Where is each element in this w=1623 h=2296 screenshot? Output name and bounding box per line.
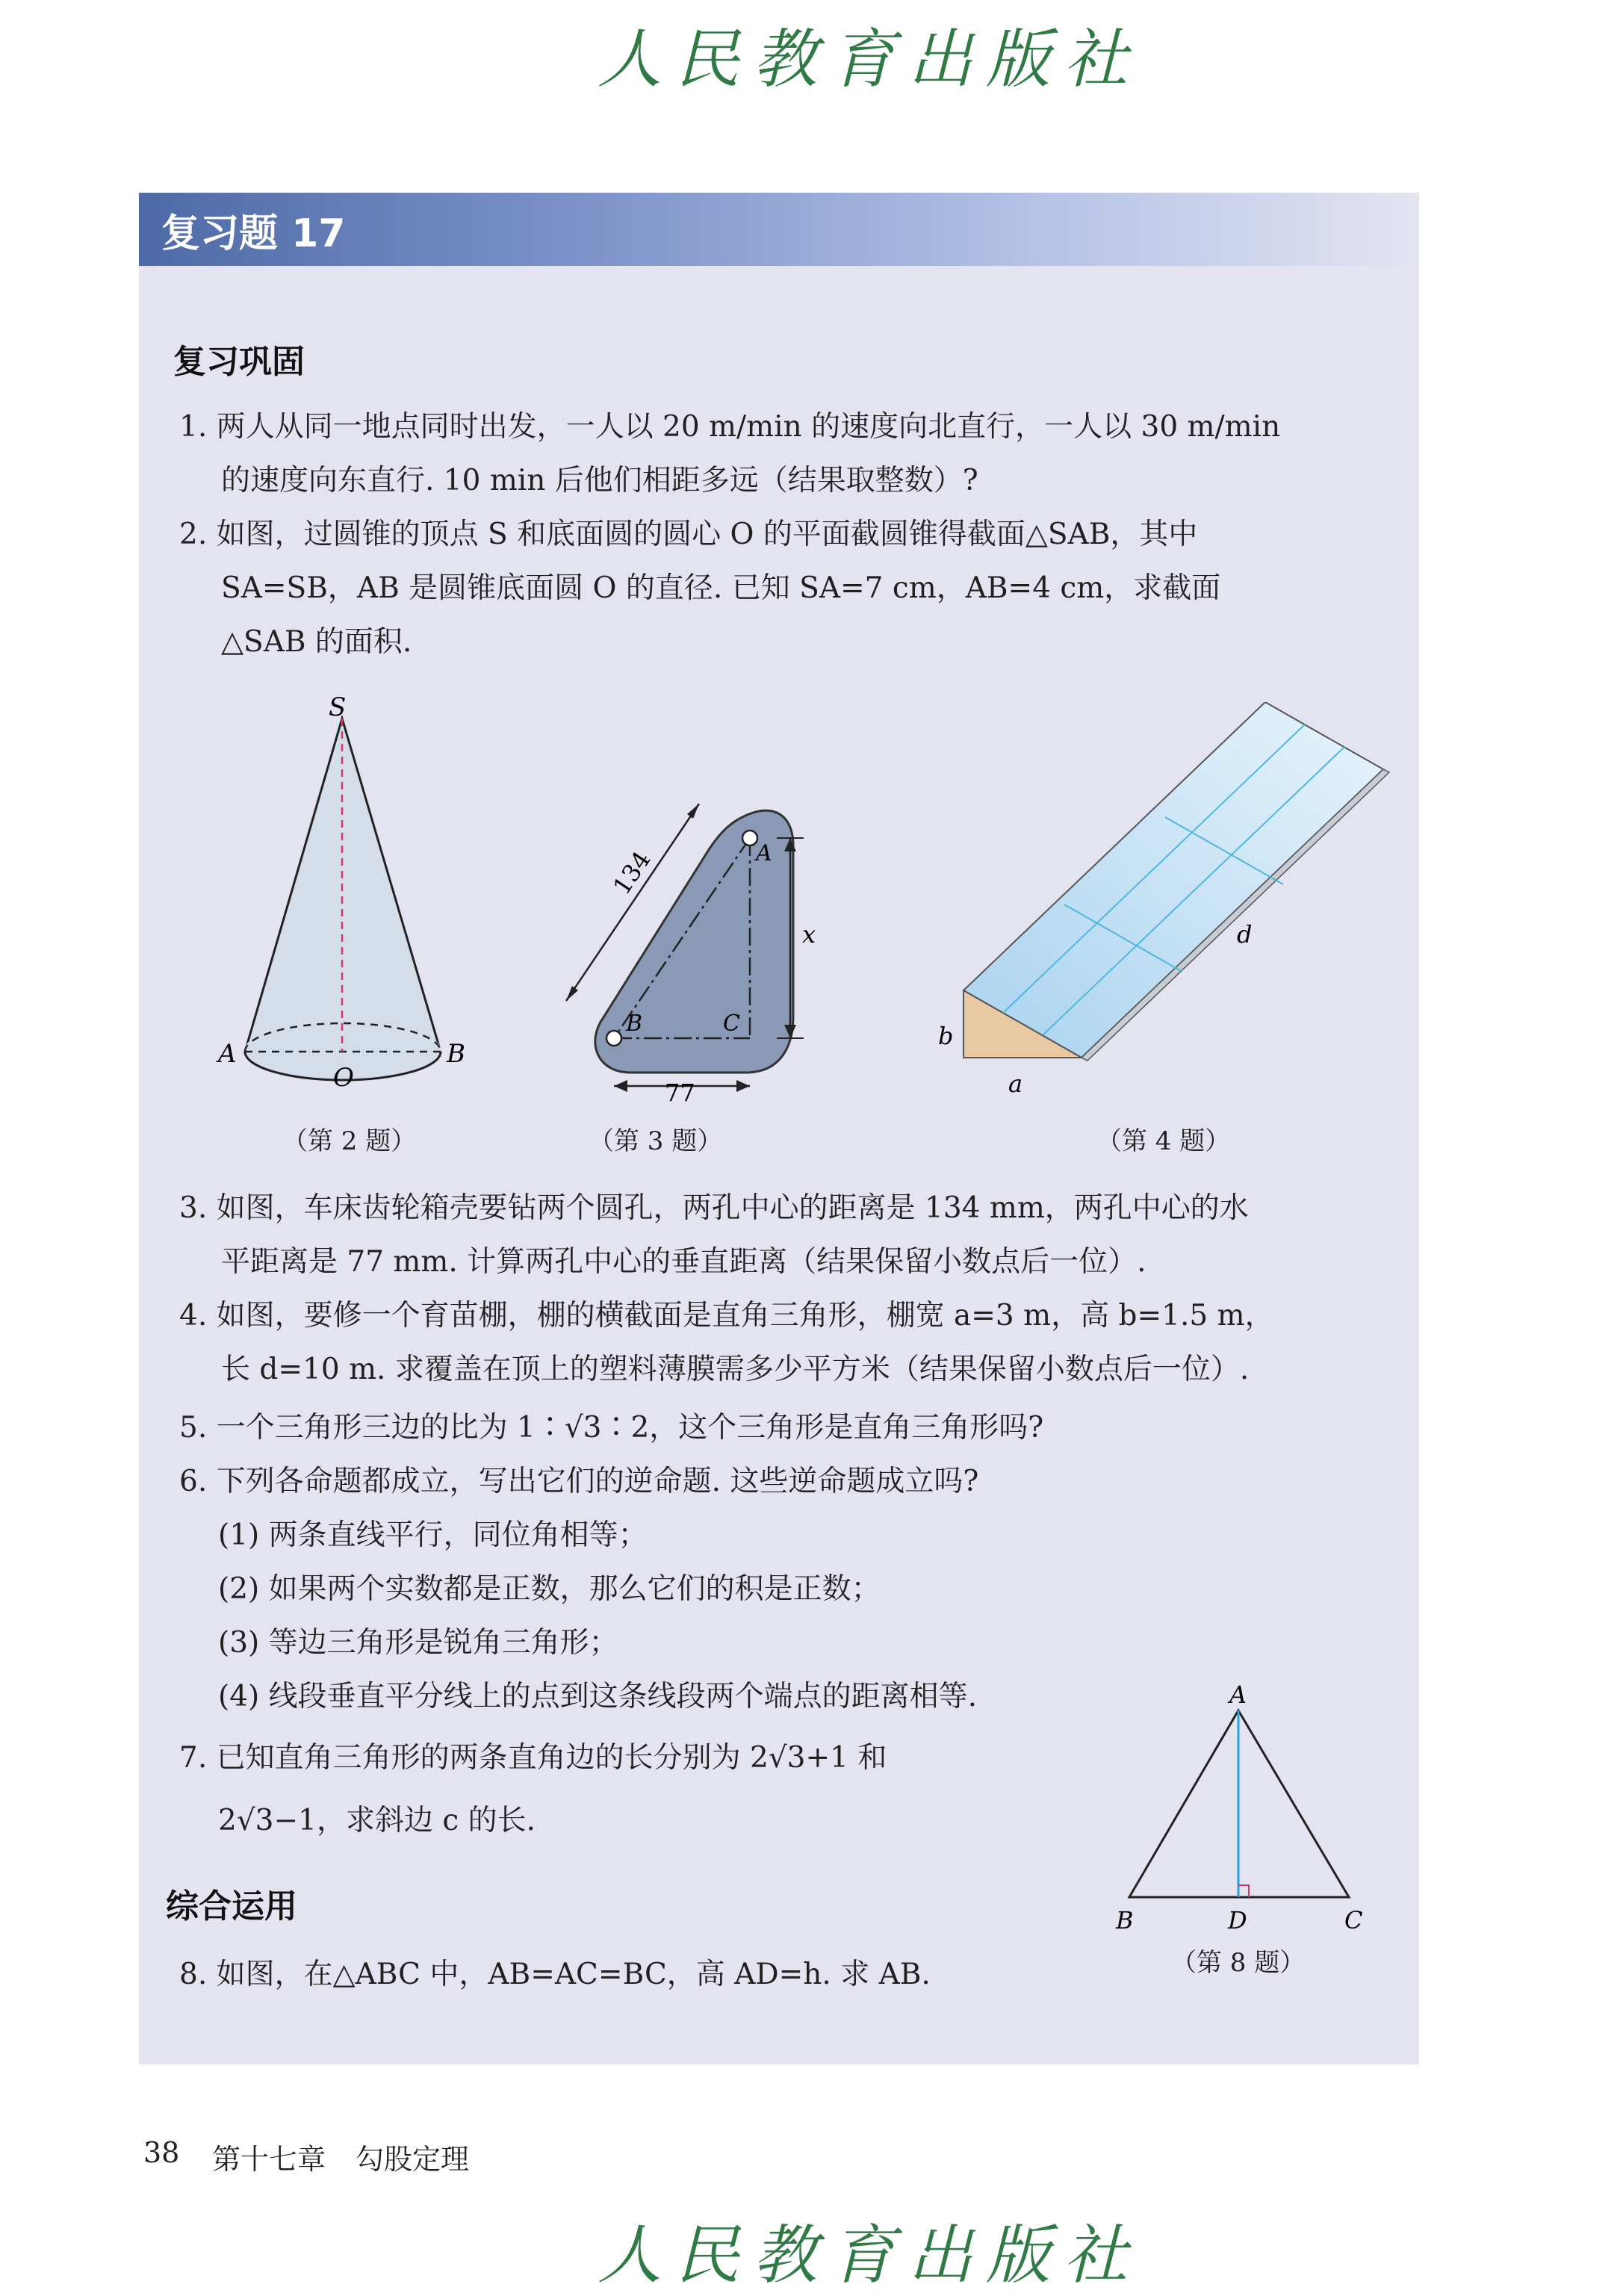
page-number: 38	[143, 2136, 180, 2169]
figure-2-caption: （第 2 题）	[282, 1126, 417, 1156]
section-title-review: 复习巩固	[173, 343, 305, 381]
problem-1-line-2: 的速度向东直行. 10 min 后他们相距多远（结果取整数）?	[221, 464, 978, 497]
problem-6-item-1: (1) 两条直线平行，同位角相等；	[218, 1518, 648, 1552]
problem-5: 5. 一个三角形三边的比为 1∶√3∶2，这个三角形是直角三角形吗?	[179, 1411, 1044, 1445]
hole-b-icon	[606, 1031, 621, 1046]
figure-8-caption: （第 8 题）	[1171, 1948, 1306, 1978]
cone-label-s: S	[329, 695, 347, 722]
right-angle-mark	[1238, 1885, 1249, 1897]
figure-greenhouse	[926, 702, 1404, 1105]
triangle-label-b: B	[1116, 1906, 1134, 1934]
gearbox-label-77: 77	[665, 1079, 695, 1105]
problem-2-line-1: 2. 如图，过圆锥的顶点 S 和底面圆的圆心 O 的平面截圆锥得截面△SAB，其中	[179, 518, 1198, 551]
triangle-label-c: C	[1344, 1906, 1363, 1934]
figure-cone	[209, 695, 493, 1090]
problem-6-stem: 6. 下列各命题都成立，写出它们的逆命题. 这些逆命题成立吗?	[179, 1465, 979, 1498]
publisher-logo-top: 人民教育出版社	[598, 22, 1141, 97]
publisher-logo-bottom: 人民教育出版社	[598, 2218, 1141, 2293]
problem-1-line-1: 1. 两人从同一地点同时出发，一人以 20 m/min 的速度向北直行，一人以 30 m/min	[179, 410, 1281, 444]
greenhouse-label-d: d	[1237, 920, 1253, 949]
triangle-label-d: D	[1228, 1906, 1247, 1934]
figure-gearbox	[553, 777, 837, 1105]
problem-6-item-4: (4) 线段垂直平分线上的点到这条线段两个端点的距离相等.	[218, 1680, 978, 1713]
greenhouse-label-a: a	[1008, 1070, 1023, 1098]
figure-4-caption: （第 4 题）	[1096, 1126, 1231, 1156]
problem-2-line-3: △SAB 的面积.	[221, 625, 412, 659]
problem-6-item-2: (2) 如果两个实数都是正数，那么它们的积是正数；	[218, 1572, 881, 1606]
chapter-title: 勾股定理	[356, 2143, 470, 2176]
cone-label-o: O	[333, 1063, 354, 1090]
greenhouse-film	[963, 702, 1383, 1058]
page-title: 复习题 17	[161, 211, 346, 256]
problem-6-item-3: (3) 等边三角形是锐角三角形；	[218, 1626, 618, 1660]
problem-3-line-2: 平距离是 77 mm. 计算两孔中心的垂直距离（结果保留小数点后一位）.	[221, 1245, 1146, 1279]
problem-7-line-2: 2√3−1，求斜边 c 的长.	[218, 1804, 536, 1837]
triangle-label-a: A	[1229, 1681, 1247, 1709]
problem-8: 8. 如图，在△ABC 中，AB=AC=BC，高 AD=h. 求 AB.	[179, 1958, 931, 1991]
figure-triangle	[1105, 1673, 1374, 1942]
problem-2-line-2: SA=SB，AB 是圆锥底面圆 O 的直径. 已知 SA=7 cm，AB=4 cm，求截面	[221, 571, 1221, 605]
gearbox-label-x: x	[802, 920, 816, 949]
problem-7-line-1: 7. 已知直角三角形的两条直角边的长分别为 2√3+1 和	[179, 1741, 887, 1775]
problem-4-line-2: 长 d=10 m. 求覆盖在顶上的塑料薄膜需多少平方米（结果保留小数点后一位）.	[221, 1353, 1250, 1386]
problem-4-line-1: 4. 如图，要修一个育苗棚，棚的横截面是直角三角形，棚宽 a=3 m，高 b=1.5 m，	[179, 1299, 1274, 1332]
cone-label-b: B	[447, 1039, 465, 1069]
figure-3-caption: （第 3 题）	[589, 1126, 723, 1156]
gearbox-label-134: 134	[607, 846, 657, 900]
gearbox-label-c: C	[723, 1011, 740, 1037]
gearbox-label-b: B	[626, 1011, 643, 1037]
chapter-number: 第十七章	[212, 2143, 326, 2176]
section-title-applications: 综合运用	[166, 1887, 297, 1926]
cone-label-a: A	[218, 1039, 237, 1069]
greenhouse-label-b: b	[938, 1022, 954, 1050]
hole-a-icon	[742, 831, 757, 846]
problem-3-line-1: 3. 如图，车床齿轮箱壳要钻两个圆孔，两孔中心的距离是 134 mm，两孔中心的水	[179, 1191, 1249, 1225]
gearbox-label-a: A	[756, 840, 772, 866]
